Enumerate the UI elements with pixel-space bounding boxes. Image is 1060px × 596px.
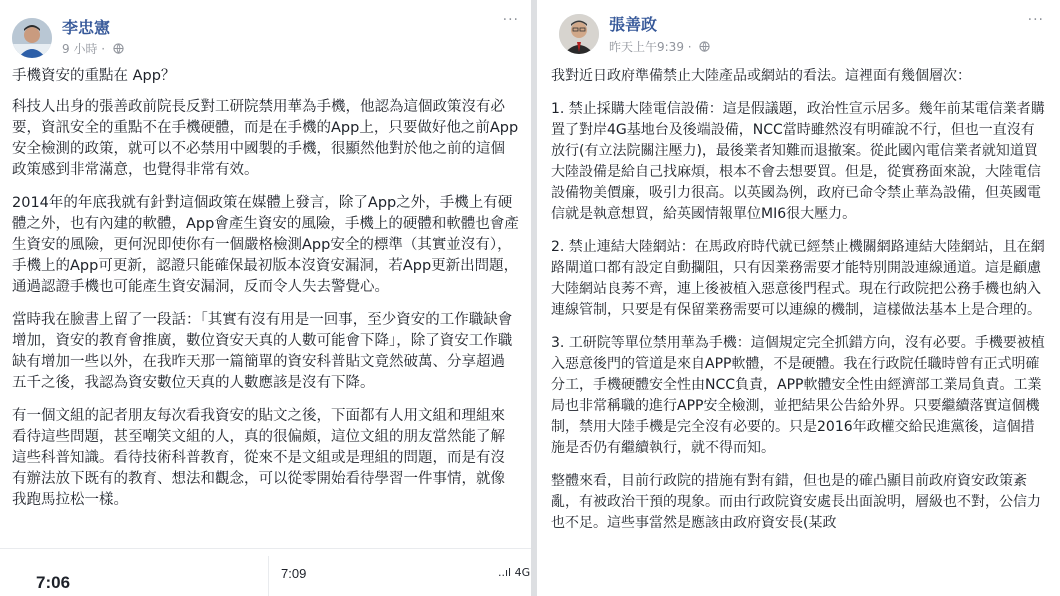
author-name[interactable]: 李忠憲 [62,18,111,37]
globe-icon [113,43,124,54]
post-timestamp[interactable] [609,38,710,55]
author-name[interactable]: 張善政 [609,15,658,34]
post-paragraph: 當時我在臉書上留了一段話：「其實有沒有用是一回事，至少資安的工作職缺會增加，資安的教育會推廣，數位資安天真的人數可能會下降」，除了資安工作職缺有增加一些以外，在我昨天那一篇簡單的資安科普貼文竟然破萬、分享超過五千之後，我認為資安數位天真的人數應該是沒有下降。 [12,312,513,391]
post-paragraph: 我對近日政府準備禁止大陸產品或網站的看法。這裡面有幾個層次： [551,68,971,84]
avatar-photo-icon [559,14,599,54]
divider [0,548,531,549]
post-paragraph: 整體來看，目前行政院的措施有對有錯，但也是的確凸顯目前政府資安政策紊亂，有被政治干預的現象。而由行政院資安處長出面說明，層級也不對，公信力也不足。這些事當然是應該由政府資安長(某政 [551,473,1041,531]
post-paragraph: 2014年的年底我就有針對這個政策在媒體上發言，除了App之外，手機上有硬體之外，也有內建的軟體，App會產生資安的風險，手機上的硬體和軟體也會產生資安的風險，更何況即使你有一個嚴格檢測App安全的標準（其實並沒有），手機上的App可更新，認證只能確保最初版本沒資安漏洞，若App更新出問題，通過認證手機也可能產生資安漏洞，反而令人失去警覺心。 [12,195,519,295]
timestamp-text[interactable]: 9 小時 · [62,42,106,56]
avatar[interactable] [559,14,599,54]
post-body [549,62,1046,534]
more-options-icon[interactable]: ··· [502,12,519,28]
divider [268,556,269,596]
globe-icon [699,41,710,52]
post-timestamp[interactable] [62,40,124,57]
phone-clock: 7:09 [281,566,307,581]
timestamp-text[interactable]: 昨天上午9:39 · [609,40,692,54]
post-paragraph: 3. 工研院等單位禁用華為手機：這個規定完全抓錯方向，沒有必要。手機要被植入惡意後門的管道是來自APP軟體，不是硬體。我在行政院任職時曾有正式明確分工，手機硬體安全性由NCC負責，APP軟體安全性由經濟部工業局負責。工業局也非常稱職的進行APP安全檢測，並把結果公告給外界。只要繼續落實這個機制，禁用大陸手機是完全沒有必要的。只是2016年政權交給民進黨後，這個措施是否仍有繼續執行，就不得而知。 [551,335,1045,456]
phone-clock: 7:06 [36,573,71,592]
phone-screenshot-strip [0,548,531,596]
more-options-icon[interactable]: ··· [1027,12,1044,28]
post-body [10,62,521,511]
post-header [549,0,1046,62]
right-post [537,0,1060,596]
avatar[interactable] [12,18,52,58]
post-header [10,0,521,62]
signal-indicator: ..ıl 4G [498,566,531,579]
post-paragraph: 科技人出身的張善政前院長反對工研院禁用華為手機，他認為這個政策沒有必要，資訊安全的重點不在手機硬體，而是在手機的App上，只要做好他之前App安全檢測的政策，就可以不必禁用中國製的手機，很顯然他對於他之前的這個政策感到非常滿意，也覺得非常有效。 [12,99,519,178]
post-paragraph: 2. 禁止連結大陸網站：在馬政府時代就已經禁止機關網路連結大陸網站，且在網路閘道口都有設定自動攔阻，只有因業務需要才能特別開設連線通道。這是顧慮大陸網站良莠不齊，連上後被植入惡意後門程式。現在行政院把公務手機也納入連線管制，只要是有保留業務需要可以連線的機制，這樣做法基本上是合理的。 [551,239,1045,318]
post-paragraph: 1. 禁止採購大陸電信設備：這是假議題，政治性宣示居多。幾年前某電信業者購置了對岸4G基地台及後端設備，NCC當時雖然沒有明確說不行，但也一直沒有放行(有立法院關注壓力)，最後業者知難而退撤案。從此國內電信業者就知道買大陸設備是給自己找麻煩，根本不會去想要買。但是，從實務面來說，大陸電信設備物美價廉，吸引力很高。以英國為例，政府已命令禁止華為設備，但英國電信就是執意想買，給英國情報單位MI6很大壓力。 [551,101,1045,222]
avatar-photo-icon [12,18,52,58]
post-paragraph: 有一個文組的記者朋友每次看我資安的貼文之後，下面都有人用文組和理組來看待這些問題，甚至嘲笑文組的人，真的很偏頗，這位文組的朋友當然能了解這些科普知識。看待技術科普教育，從來不是文組或是理組的問題，而是有沒有辦法放下既有的教育、想法和觀念，可以從零開始看待學習一件事情，就像我跑馬拉松一樣。 [12,408,505,508]
post-paragraph: 手機資安的重點在 App？ [12,68,176,84]
